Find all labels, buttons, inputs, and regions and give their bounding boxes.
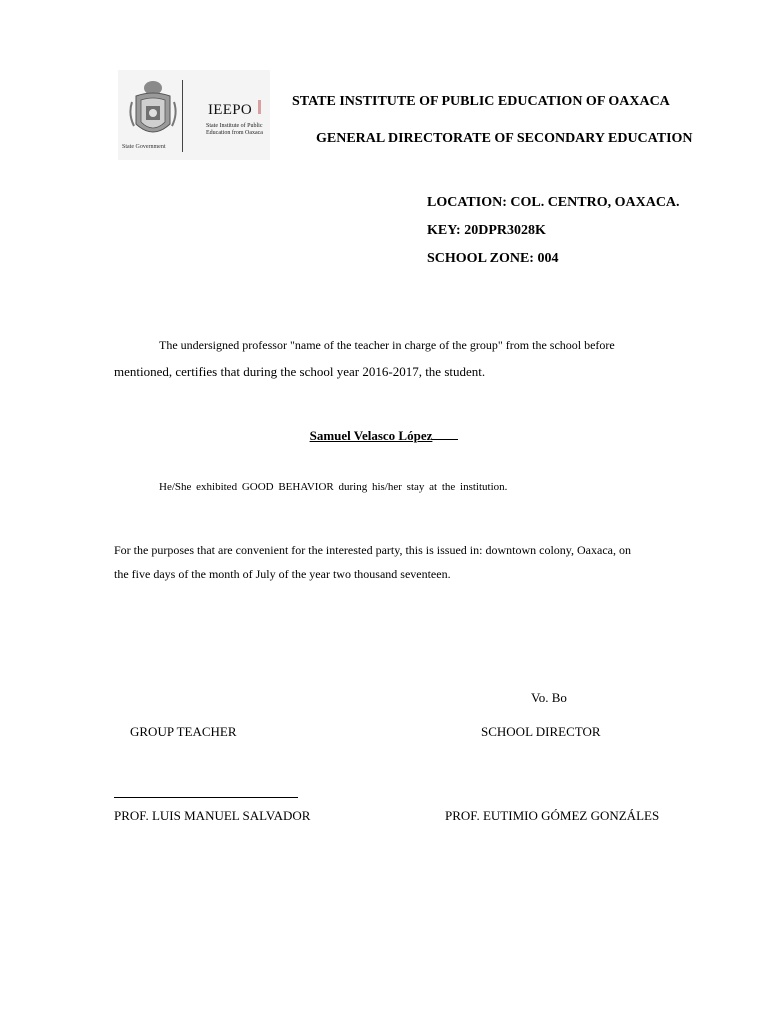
logo-brand: IEEPO	[208, 102, 252, 118]
school-zone-line: SCHOOL ZONE: 004	[427, 251, 559, 266]
student-name-underline	[432, 427, 458, 440]
director-name: PROF. EUTIMIO GÓMEZ GONZÁLES	[445, 808, 660, 823]
purpose-line-1: For the purposes that are convenient for the interested party, this is issued in: downtown colony, Oaxaca, on	[114, 543, 631, 557]
logo-subtitle: State Institute of Public Education from Oaxaca	[206, 123, 263, 136]
seal-caption: State Government	[122, 144, 166, 150]
behavior-statement: He/She exhibited GOOD BEHAVIOR during his/her stay at the institution.	[159, 481, 508, 493]
director-role: SCHOOL DIRECTOR	[481, 724, 601, 739]
teacher-signature-line	[114, 797, 298, 798]
location-line: LOCATION: COL. CENTRO, OAXACA.	[427, 195, 680, 210]
ieepo-logo	[118, 70, 270, 160]
certification-paragraph: The undersigned professor "name of the teacher in charge of the group" from the school before	[159, 338, 615, 352]
approval-mark: Vo. Bo	[531, 690, 567, 705]
purpose-line-2: the five days of the month of July of the year two thousand seventeen.	[114, 567, 451, 581]
student-name-block	[0, 427, 768, 444]
student-name: Samuel Velasco López	[309, 428, 433, 443]
coat-of-arms-icon	[124, 74, 182, 146]
teacher-role: GROUP TEACHER	[130, 724, 237, 739]
logo-divider	[182, 80, 183, 152]
logo-accent-mark	[258, 100, 261, 114]
certification-paragraph-continued: mentioned, certifies that during the school year 2016-2017, the student.	[114, 364, 486, 379]
directorate-heading: GENERAL DIRECTORATE OF SECONDARY EDUCATION	[316, 131, 693, 146]
key-line: KEY: 20DPR3028K	[427, 223, 546, 238]
teacher-name: PROF. LUIS MANUEL SALVADOR	[114, 808, 311, 823]
institute-heading: STATE INSTITUTE OF PUBLIC EDUCATION OF OAXACA	[292, 94, 670, 109]
